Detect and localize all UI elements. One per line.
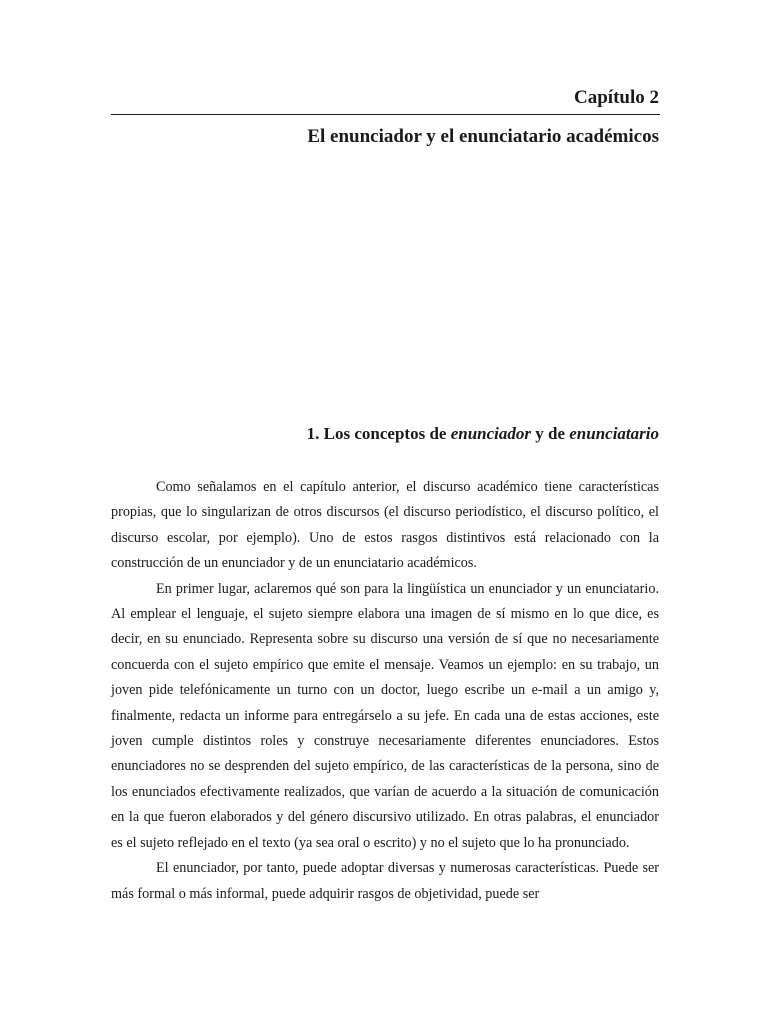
chapter-rule bbox=[111, 114, 660, 115]
section-heading bbox=[307, 423, 659, 445]
section-heading-connector: y de bbox=[535, 424, 565, 443]
paragraph: En primer lugar, aclaremos qué son para la lingüística un enunciador y un enunciatario. Al emplear el lenguaje, el sujeto siempre elabora una imagen de sí mismo en lo que dice, es decir, en su enunciado. Representa sobre su discurso una versión de sí que no necesariamente concuerda con el sujeto empírico que emite el mensaje. Veamos un ejemplo: en su trabajo, un joven pide telefónicamente un turno con un doctor, luego escribe un e-mail a un amigo y, finalmente, redacta un informe para entregárselo a su jefe. En cada una de estas acciones, este joven cumple distintos roles y construye necesariamente diferentes enunciadores. Estos enunciadores no se desprenden del sujeto empírico, de las características de la persona, sino de los enunciados efectivamente realizados, que varían de acuerdo a la situación de comunicación en la que fueron elaborados y del género discursivo utilizado. En otras palabras, el enunciador es el sujeto reflejado en el texto (ya sea oral o escrito) y no el sujeto que lo ha pronunciado. bbox=[111, 580, 659, 851]
section-term-enunciatario: enunciatario bbox=[569, 424, 659, 443]
body-text bbox=[111, 475, 659, 907]
section-number: 1. bbox=[306, 424, 320, 443]
section-heading-prefix: Los conceptos de bbox=[323, 424, 447, 443]
chapter-title: El enunciador y el enunciatario académicos bbox=[307, 126, 659, 147]
paragraph: Como señalamos en el capítulo anterior, el discurso académico tiene características propias, que lo singularizan de otros discursos (el discurso periodístico, el discurso político, el discurso escolar, por ejemplo). Uno de estos rasgos distintivos está relacionado con la construcción de un enunciador y de un enunciatario académicos. bbox=[111, 479, 659, 572]
paragraph: El enunciador, por tanto, puede adoptar diversas y numerosas características. Puede ser más formal o más informal, puede adquirir rasgos de objetividad, puede ser bbox=[111, 860, 659, 902]
section-term-enunciador: enunciador bbox=[450, 424, 531, 443]
chapter-label: Capítulo 2 bbox=[574, 87, 659, 108]
